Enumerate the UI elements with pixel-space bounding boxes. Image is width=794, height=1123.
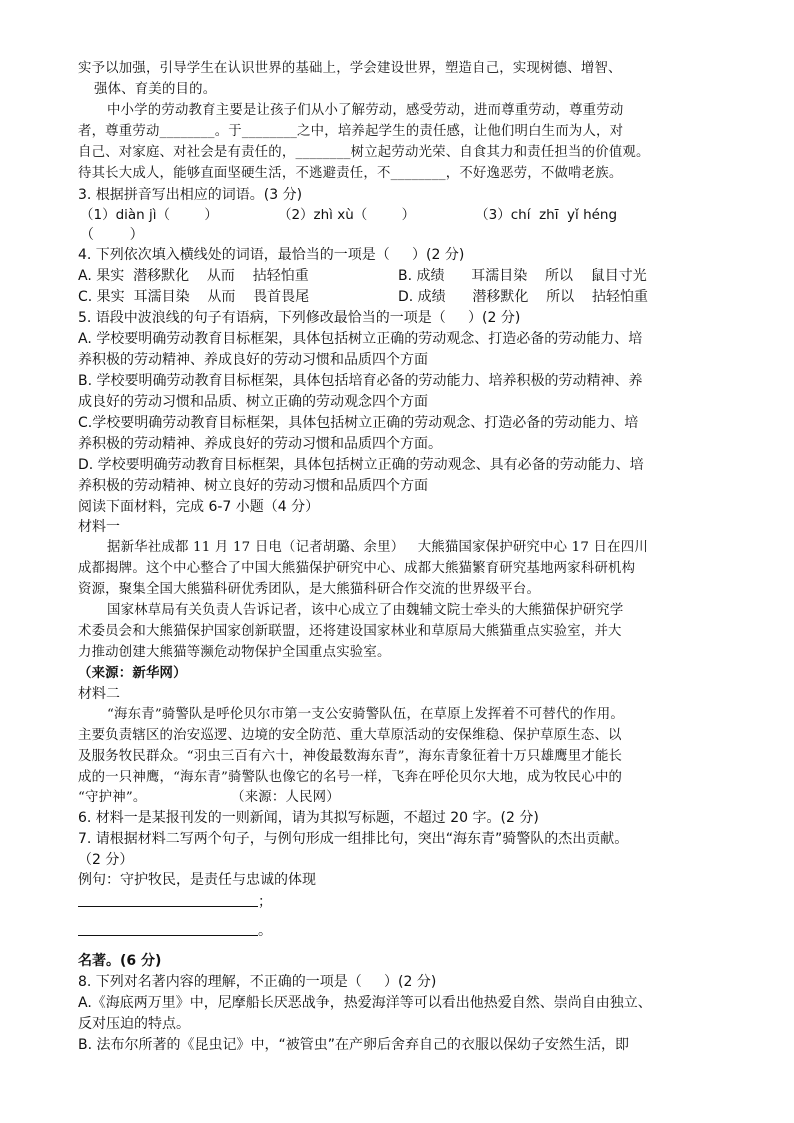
intro-line-5: 自己、对家庭、对社会是有责任的，________树立起劳动光荣、自食其力和责任担当的价值观。 — [78, 145, 650, 160]
q3-pinyin-row: （1）diàn jì（ ） （2）zhì xù（ ） （3）chí zhī yǐ héng — [80, 207, 618, 223]
material-1-label: 材料一 — [78, 519, 120, 535]
material-2-line-3: 及服务牧民群众。“羽虫三百有六十，神俊最数海东青”，海东青象征着十万只雄鹰里才能长 — [78, 749, 623, 764]
q5-option-d-line-2: 养积极的劳动精神、树立良好的劳动习惯和品质四个方面 — [78, 478, 428, 494]
material-1-line-1: 据新华社成都 11 月 17 日电（记者胡璐、余里） 大熊猫国家保护研究中心 17 日在四川 — [107, 540, 648, 555]
material-2-line-4: 成的一只神鹰，“海东青”骑警队也像它的名号一样，飞奔在呼伦贝尔大地，成为牧民心中的 — [78, 770, 623, 785]
q7-example: 例句：守护牧民，是责任与忠诚的体现 — [78, 872, 316, 888]
q4-option-a: A. 果实 潜移默化 从而 拈轻怕重 — [78, 268, 309, 284]
q7-answer-line-1-end: ； — [258, 894, 272, 910]
q7-prompt-line-1: 7. 请根据材料二写两个句子，与例句形成一组排比句，突出“海东青”骑警队的杰出贡献。 — [78, 831, 629, 847]
material-2-line-1: “海东青”骑警队是呼伦贝尔市第一支公安骑警队伍，在草原上发挥着不可替代的作用。 — [107, 707, 624, 722]
material-1-line-4: 国家林草局有关负责人告诉记者，该中心成立了由魏辅文院士牵头的大熊猫保护研究学 — [107, 603, 624, 618]
q4-option-c: C. 果实 耳濡目染 从而 畏首畏尾 — [78, 289, 310, 305]
q7-answer-line-1[interactable] — [78, 906, 258, 907]
q3-title: 3. 根据拼音写出相应的词语。(3 分) — [78, 187, 303, 203]
q7-answer-line-2-end: 。 — [258, 923, 272, 939]
q5-option-c-line-2: 养积极的劳动精神、养成良好的劳动习惯和品质四个方面。 — [78, 436, 442, 452]
q4-option-b: B. 成绩 耳濡目染 所以 鼠目寸光 — [398, 268, 647, 284]
material-1-line-6: 力推动创建大熊猫等濒危动物保护全国重点实验室。 — [78, 645, 391, 660]
material-1-source: （来源：新华网） — [78, 665, 187, 681]
material-1-line-5: 术委员会和大熊猫保护国家创新联盟，还将建设国家林业和草原局大熊猫重点实验室，并大 — [78, 624, 622, 639]
intro-line-4: 者，尊重劳动________。于________之中，培养起学生的责任感，让他们明白生而为人，对 — [78, 124, 624, 139]
intro-line-1: 实予以加强，引导学生在认识世界的基础上，学会建设世界，塑造自己，实现树德、增智、 — [78, 61, 622, 76]
q8-option-a-line-1: A.《海底两万里》中，尼摩船长厌恶战争，热爱海洋等可以看出他热爱自然、崇尚自由独立、 — [78, 995, 652, 1011]
material-2-label: 材料二 — [78, 686, 120, 702]
q3-pinyin-row-2: （ ） — [80, 227, 144, 243]
intro-line-2: 强体、育美的目的。 — [94, 82, 217, 97]
q8-prompt: 8. 下列对名著内容的理解，不正确的一项是（ ）(2 分) — [78, 974, 437, 990]
material-2-line-2: 主要负责辖区的治安巡逻、边境的安全防范、重大草原活动的安保维稳、保护草原生态、以 — [78, 728, 622, 743]
q8-option-b-line-1: B. 法布尔所著的《昆虫记》中，“被管虫”在产卵后舍弃自己的衣服以保幼子安然生活，即 — [78, 1037, 630, 1053]
q5-option-b-line-1: B. 学校要明确劳动教育目标框架，具体包括培育必备的劳动能力、培养积极的劳动精神、养 — [78, 373, 643, 389]
q4-title: 4. 下列依次填入横线处的词语，最恰当的一项是（ ）(2 分) — [78, 247, 465, 263]
q5-option-a-line-1: A. 学校要明确劳动教育目标框架，具体包括树立正确的劳动观念、打造必备的劳动能力、培 — [78, 331, 643, 347]
material-1-line-2: 成都揭牌。这个中心整合了中国大熊猫保护研究中心、成都大熊猫繁育研究基地两家科研机构 — [78, 561, 636, 576]
q8-option-a-line-2: 反对压迫的特点。 — [78, 1016, 190, 1032]
q5-title: 5. 语段中波浪线的句子有语病，下列修改最恰当的一项是（ ）(2 分) — [78, 310, 521, 326]
q6-prompt: 6. 材料一是某报刊发的一则新闻，请为其拟写标题，不超过 20 字。(2 分) — [78, 810, 539, 826]
material-1-line-3: 资源，聚集全国大熊猫科研优秀团队，是大熊猫科研合作交流的世界级平台。 — [78, 582, 541, 597]
q5-option-b-line-2: 成良好的劳动习惯和品质、树立正确的劳动观念四个方面 — [78, 394, 428, 410]
reading-intro: 阅读下面材料，完成 6-7 小题（4 分） — [78, 499, 320, 515]
section-heading-mingzhu: 名著。(6 分) — [78, 953, 162, 969]
q7-answer-line-2[interactable] — [78, 935, 258, 936]
q5-option-a-line-2: 养积极的劳动精神、养成良好的劳动习惯和品质四个方面 — [78, 352, 428, 368]
q4-option-d: D. 成绩 潜移默化 所以 拈轻怕重 — [398, 289, 648, 305]
intro-line-3: 中小学的劳动教育主要是让孩子们从小了解劳动，感受劳动，进而尊重劳动，尊重劳动 — [107, 103, 624, 118]
material-2-line-5: “守护神”。 （来源：人民网） — [78, 790, 340, 805]
q7-prompt-line-2: （2 分） — [78, 852, 134, 868]
intro-line-6: 待其长大成人，能够直面坚硬生活，不逃避责任，不________，不好逸恶劳，不做啃老族。 — [78, 166, 623, 181]
q5-option-c-line-1: C.学校要明确劳动教育目标框架，具体包括树立正确的劳动观念、打造必备的劳动能力、培 — [78, 415, 639, 431]
q5-option-d-line-1: D. 学校要明确劳动教育目标框架，具体包括树立正确的劳动观念、具有必备的劳动能力、培 — [78, 457, 644, 473]
